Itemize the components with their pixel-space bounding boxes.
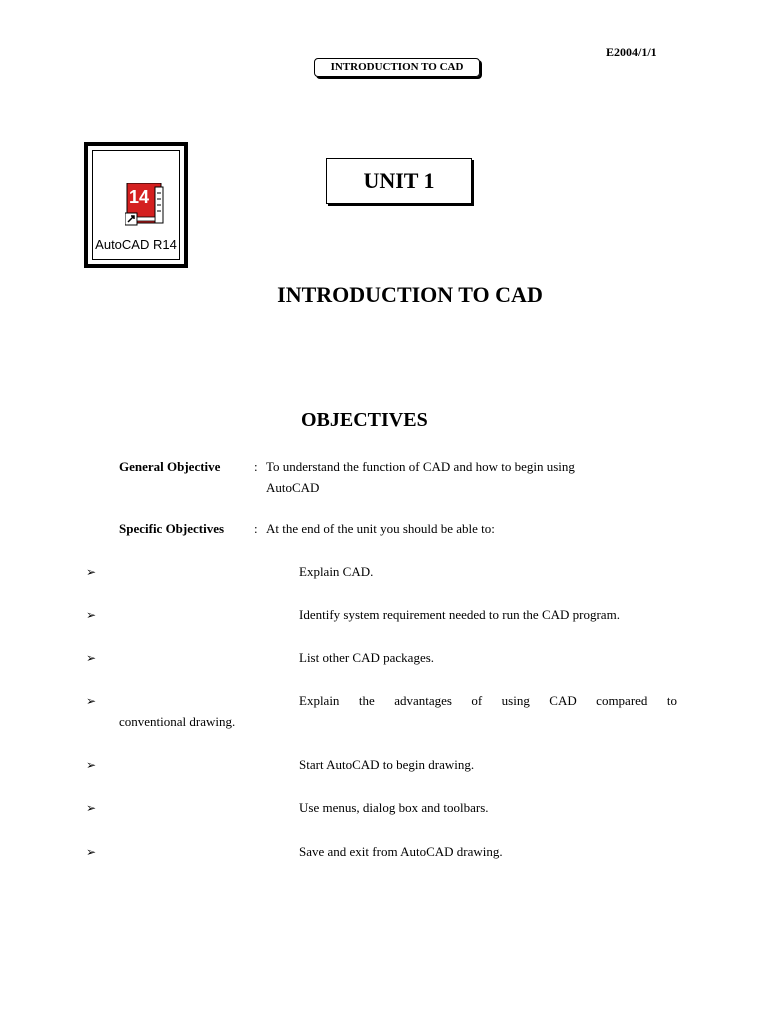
specific-objectives-text: At the end of the unit you should be able to: [266, 521, 495, 536]
general-objective-label: General Objective [119, 459, 221, 474]
objective-item: Use menus, dialog box and toolbars. [299, 800, 489, 815]
specific-objectives-label: Specific Objectives [119, 521, 225, 536]
unit-title: INTRODUCTION TO CAD [277, 282, 543, 307]
logo-number: 14 [129, 187, 150, 207]
general-objective-text-line2: AutoCAD [266, 480, 320, 495]
logo-inner-frame [92, 150, 180, 260]
objectives-heading: OBJECTIVES [301, 409, 428, 431]
running-title-box: INTRODUCTION TO CAD [314, 58, 480, 77]
general-objective-colon: : [254, 459, 258, 474]
objective-item: Start AutoCAD to begin drawing. [299, 757, 475, 772]
objective-item-continuation: conventional drawing. [119, 714, 236, 729]
logo-label: AutoCAD R14 [95, 237, 177, 252]
specific-objectives-colon: : [254, 521, 258, 536]
bullet-arrow-icon: ➢ [86, 845, 97, 859]
general-objective-text-line1: To understand the function of CAD and how to begin using [266, 459, 575, 474]
objective-item: Save and exit from AutoCAD drawing. [299, 844, 503, 859]
bullet-arrow-icon: ➢ [86, 758, 97, 772]
autocad-logo [84, 142, 188, 268]
bullet-arrow-icon: ➢ [86, 565, 97, 579]
bullet-arrow-icon: ➢ [86, 801, 97, 815]
objective-item: Explain CAD. [299, 564, 374, 579]
bullet-arrow-icon: ➢ [86, 694, 97, 708]
autocad-r14-icon [125, 183, 165, 227]
objective-item: Explain the advantages of using CAD compared to [299, 693, 677, 708]
bullet-arrow-icon: ➢ [86, 608, 97, 622]
objective-item: Identify system requirement needed to run the CAD program. [299, 607, 620, 622]
objective-item: List other CAD packages. [299, 650, 435, 665]
unit-label-box: UNIT 1 [326, 158, 472, 204]
bullet-arrow-icon: ➢ [86, 651, 97, 665]
document-code: E2004/1/1 [606, 45, 657, 59]
